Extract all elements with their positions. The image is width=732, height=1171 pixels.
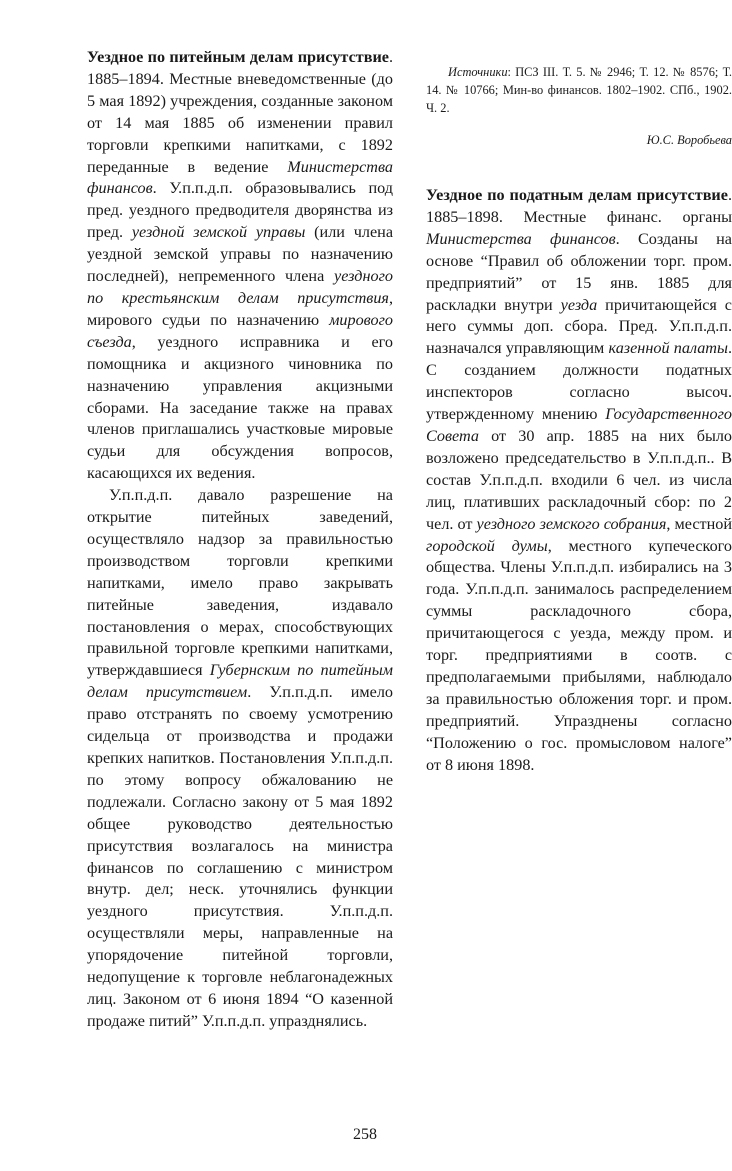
article1-paragraph-2: У.п.п.д.п. давало разрешение на открытие питейных заведений, осуществляло надзор за правильностью производством торговли крепкими напитками, имело право закрывать питейные заведения, издавало постановления о мерах, способствующих правильной торговле крепкими напитками, утверждавшиеся Губернским по питейным делам присутствием. У.п.п.д.п. имело право отстранять по своему усмотрению сидельца от производства и продажи крепких напитков. Постановления У.п.п.д.п. по этому вопросу обжалованию не подлежали. Согласно закону от 5 мая 1892 общее руководство деятельностью присутствия возлагалось на министра финансов по соглашению с министром внутр. дел; неск. уточнялись функции уездного присутствия. У.п.п.д.п. осуществляли меры, направленные на упорядочение питейной торговли, недопущение к торговле неблагонадежных лиц. Законом от 6 июня 1894 “О казенной продаже питий” У.п.п.д.п. упразднялись. [87, 486, 394, 1030]
article1-paragraph-1: Уездное по питейным делам присутствие. 1885–1894. Местные вневедомственные (до 5 мая 1892) учреждения, созданные законом от 14 мая 1885 об изменении правил торговли крепкими напитками, с 1892 переданные в ведение Министерства финансов. У.п.п.д.п. образовывались под пред. уездного предводителя дворянства из пред. уездной земской управы (или члена уездной земской управы по назначению последней), непременного члена уездного по крестьянским делам присутствия, мирового судьи по назначению мирового съезда, уездного исправника и его помощника и акцизного чиновника по назначению управления акцизными сборами. На заседание также на правах членов приглашались участковые мировые судьи для обсуждения вопросов, касающихся их ведения. [87, 48, 393, 483]
page-number: 258 [353, 1126, 377, 1143]
article2-paragraph-1: Уездное по податным делам присутствие. 1885–1898. Местные финанс. органы Министерства финансов. Созданы на основе “Правил об обложении торг. пром. предприятий” от 15 янв. 1885 для раскладки внутри уезда причитающейся с него суммы доп. сбора. Пред. У.п.п.д.п. назначался управляющим казенной палаты. С созданием должности податных инспекторов согласно высоч. утвержденному мнению Государственного Совета от 30 апр. 1885 на них было возложено председательство в У.п.п.д.п.. В состав У.п.п.д.п. входили 6 чел. из числа лиц, плативших раскладочный сбор: по 2 чел. от уездного земского собрания, местной городской думы, местного купеческого общества. Члены У.п.п.д.п. избирались на 3 года. У.п.п.д.п. занималось распределением суммы раскладочного сбора, причитающегося с уезда, между пром. и торг. предприятиями в соотв. с предполагаемыми прибылями, наблюдало за правильностью обложения торг. и пром. предприятий. Упразднены согласно “Положению о гос. промысловом налоге” от 8 июня 1898. [426, 186, 732, 774]
article1-title: Уездное по питейным делам присутствие [87, 48, 389, 66]
right-column [426, 47, 732, 776]
article2-title: Уездное по податным делам присутствие [426, 186, 728, 204]
left-column [87, 47, 393, 1033]
article1-sources: Источники: ПСЗ III. Т. 5. № 2946; Т. 12. № 8576; Т. 14. № 10766; Мин-во финансов. 1802–1902. СПб., 1902. Ч. 2. [426, 65, 732, 115]
article1-author: Ю.С. Воробьева [646, 133, 732, 147]
